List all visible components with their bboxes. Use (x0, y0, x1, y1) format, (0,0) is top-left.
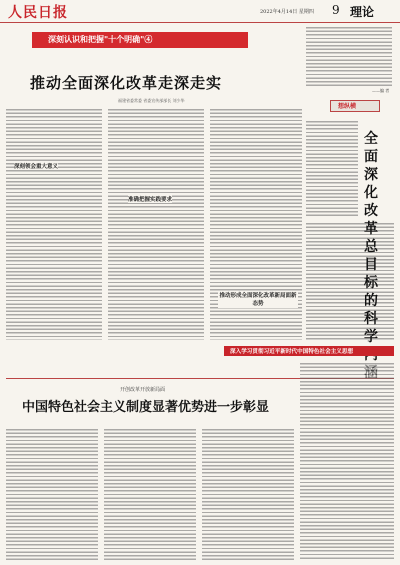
dateline: 2022年4月14日 星期四 (260, 9, 314, 15)
bottom-headline: 中国特色社会主义制度显著优势进一步彰显 (22, 400, 270, 415)
editor-signature: ——编 者 (372, 88, 390, 93)
subhead-3: 推动形成全面深化改革新局面新态势 (219, 293, 297, 307)
section-name: 理论 (350, 5, 375, 19)
bottom-column-1 (6, 428, 98, 560)
article-column-1 (6, 108, 102, 340)
series-banner-text: 深刻认识和把握"十个明确"④ (48, 34, 153, 44)
subhead-2: 准确把握实践要求 (128, 197, 173, 203)
bottom-column-3 (202, 428, 294, 560)
column-tag-text: 想纵横 (338, 103, 357, 110)
bottom-kicker: 开创改革开放新局面 (120, 387, 166, 393)
editor-note (306, 26, 392, 86)
bottom-column-2 (104, 428, 196, 560)
page-number: 9 (332, 3, 340, 17)
promo-strip-text: 深入学习贯彻习近平新时代中国特色社会主义思想 (230, 349, 354, 355)
subhead-1: 深刻领会重大意义 (14, 164, 59, 170)
article-column-2 (108, 108, 204, 340)
main-byline: 福建省委常委 省委宣传部部长 刘少华 (118, 98, 185, 103)
newspaper-logo: 人民日报 (8, 5, 68, 21)
vertical-title: 全面深化改革总目标的科学 (364, 131, 378, 345)
main-headline: 推动全面深化改革走深走实 (30, 74, 223, 92)
bottom-column-4 (300, 362, 394, 560)
right-column-text (306, 120, 358, 216)
